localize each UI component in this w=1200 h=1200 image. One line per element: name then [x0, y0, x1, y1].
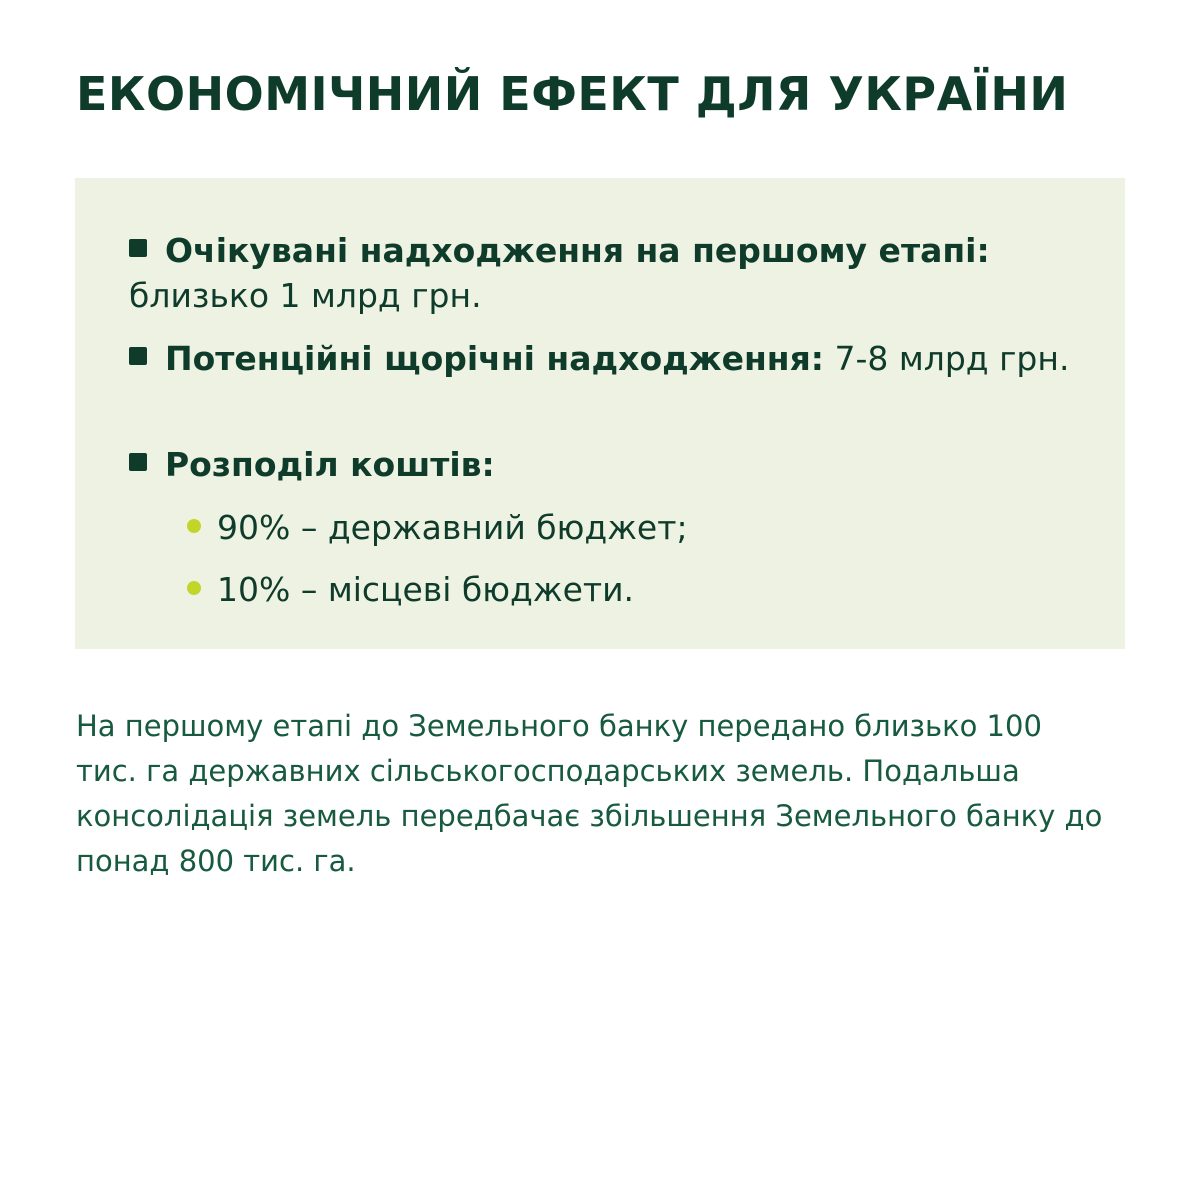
info-panel: [75, 178, 1125, 649]
list-item-label: Очікувані надходження на першому етапі:: [165, 231, 990, 270]
list-item-annual-revenue: [129, 336, 1089, 381]
list-item-expected-revenue: [129, 228, 1089, 318]
list-item-value: 7-8 млрд грн.: [823, 339, 1070, 378]
sub-item-text: 90% – державний бюджет;: [217, 508, 688, 547]
square-bullet-icon: [129, 239, 147, 257]
page-title: ЕКОНОМІЧНИЙ ЕФЕКТ ДЛЯ УКРАЇНИ: [76, 67, 1069, 121]
square-bullet-icon: [129, 453, 147, 471]
square-bullet-icon: [129, 347, 147, 365]
dot-bullet-icon: [187, 519, 201, 533]
dot-bullet-icon: [187, 581, 201, 595]
description-paragraph: На першому етапі до Земельного банку передано близько 100 тис. га державних сільськогосподарських земель. Подальша консолідація земель передбачає збільшення Земельного банку до понад 800 тис. га.: [76, 709, 1103, 878]
list-item-distribution: [129, 442, 1089, 487]
list-item-label: Потенційні щорічні надходження:: [165, 339, 824, 378]
list-item-label: Розподіл коштів:: [165, 445, 495, 484]
sub-item-local-budgets: [187, 567, 634, 612]
list-item-value: близько 1 млрд грн.: [129, 276, 482, 315]
sub-item-text: 10% – місцеві бюджети.: [217, 570, 635, 609]
sub-item-state-budget: [187, 505, 688, 550]
